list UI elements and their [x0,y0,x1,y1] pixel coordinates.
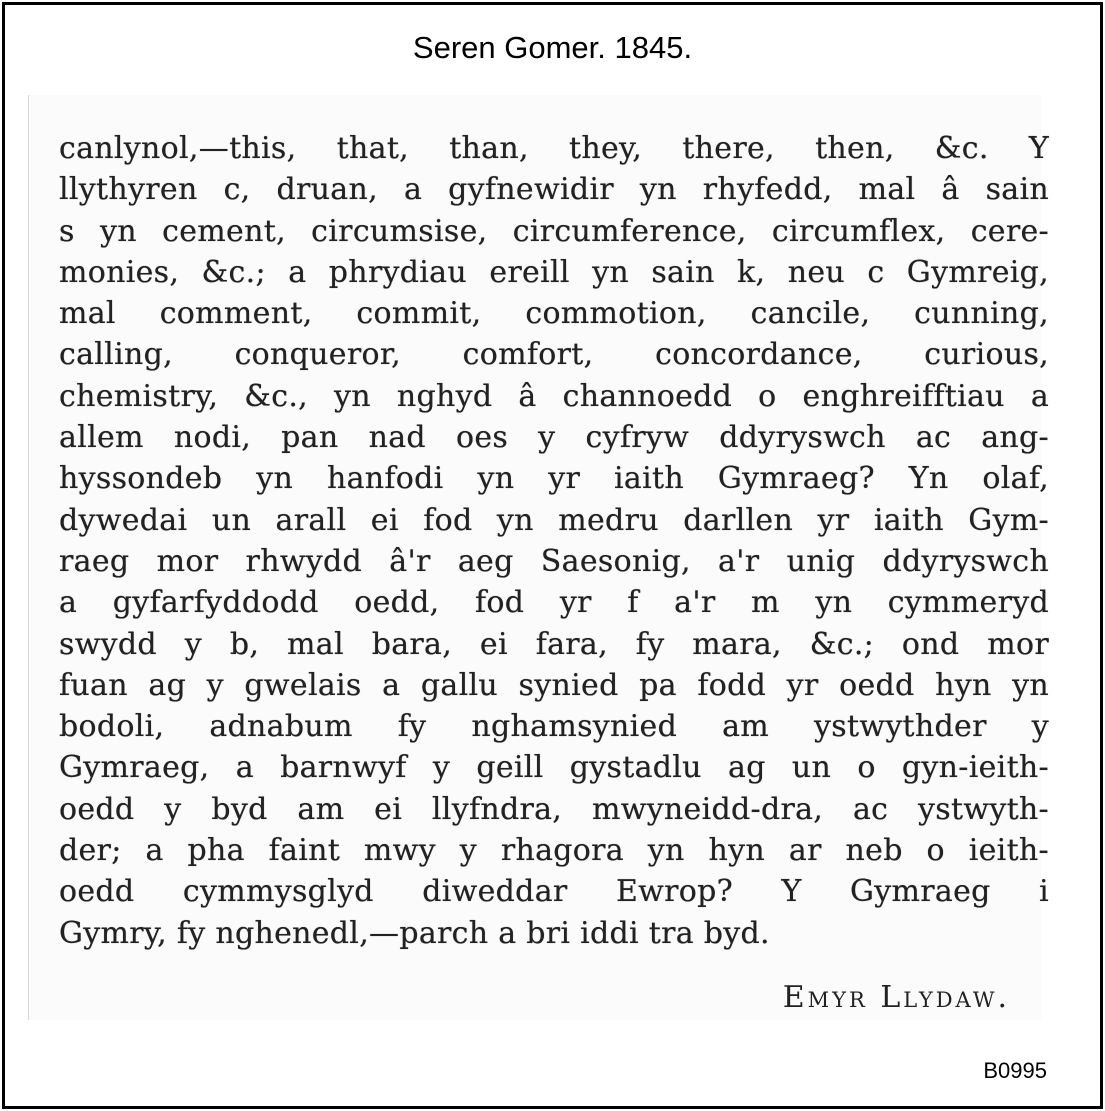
text-line: calling, conqueror, comfort, concordance, curious, [59,337,1049,373]
author-signature: Emyr Llydaw. [782,980,1010,1015]
text-line: canlynol,—this, that, than, they, there, then, &c. Y [59,131,1049,166]
article-text [59,128,1049,954]
page-title: Seren Gomer. 1845. [412,30,693,65]
text-line: chemistry, &c., yn nghyd â channoedd o enghreifftiau a [59,378,1049,414]
text-line: hyssondeb yn hanfodi yn yr iaith Gymraeg? Yn olaf, [59,461,1049,497]
text-line: llythyren c, druan, a gyfnewidir yn rhyfedd, mal â sain [59,172,1049,208]
text-line: oedd cymmysglyd diweddar Ewrop? Y Gymraeg i [59,874,1049,910]
text-line: raeg mor rhwydd â'r aeg Saesonig, a'r unig ddyryswch [59,543,1049,579]
text-line: bodoli, adnabum fy nghamsynied am ystwythder y [59,709,1049,745]
text-line: der; a pha faint mwy y rhagora yn hyn ar neb o ieith- [59,833,1049,869]
text-line: Gymry, fy nghenedl,—parch a bri iddi tra byd. [59,915,770,951]
text-line: monies, &c.; a phrydiau ereill yn sain k, neu c Gymreig, [59,254,1049,290]
text-line: Gymraeg, a barnwyf y geill gystadlu ag un o gyn-ieith- [59,750,1049,786]
text-line: s yn cement, circumsise, circumference, circumflex, cere- [59,213,1049,249]
text-line: dywedai un arall ei fod yn medru darllen yr iaith Gym- [59,502,1049,538]
text-line: fuan ag y gwelais a gallu synied pa fodd yr oedd hyn yn [59,667,1049,703]
text-line: oedd y byd am ei llyfndra, mwyneidd-dra, ac ystwyth- [59,791,1049,827]
text-line: mal comment, commit, commotion, cancile, cunning, [59,296,1049,332]
archive-code: B0995 [983,1058,1047,1083]
text-line: a gyfarfyddodd oedd, fod yr f a'r m yn cymmeryd [59,585,1049,621]
text-line: swydd y b, mal bara, ei fara, fy mara, &c.; ond mor [59,626,1049,662]
text-line: allem nodi, pan nad oes y cyfryw ddyryswch ac ang- [59,420,1049,456]
